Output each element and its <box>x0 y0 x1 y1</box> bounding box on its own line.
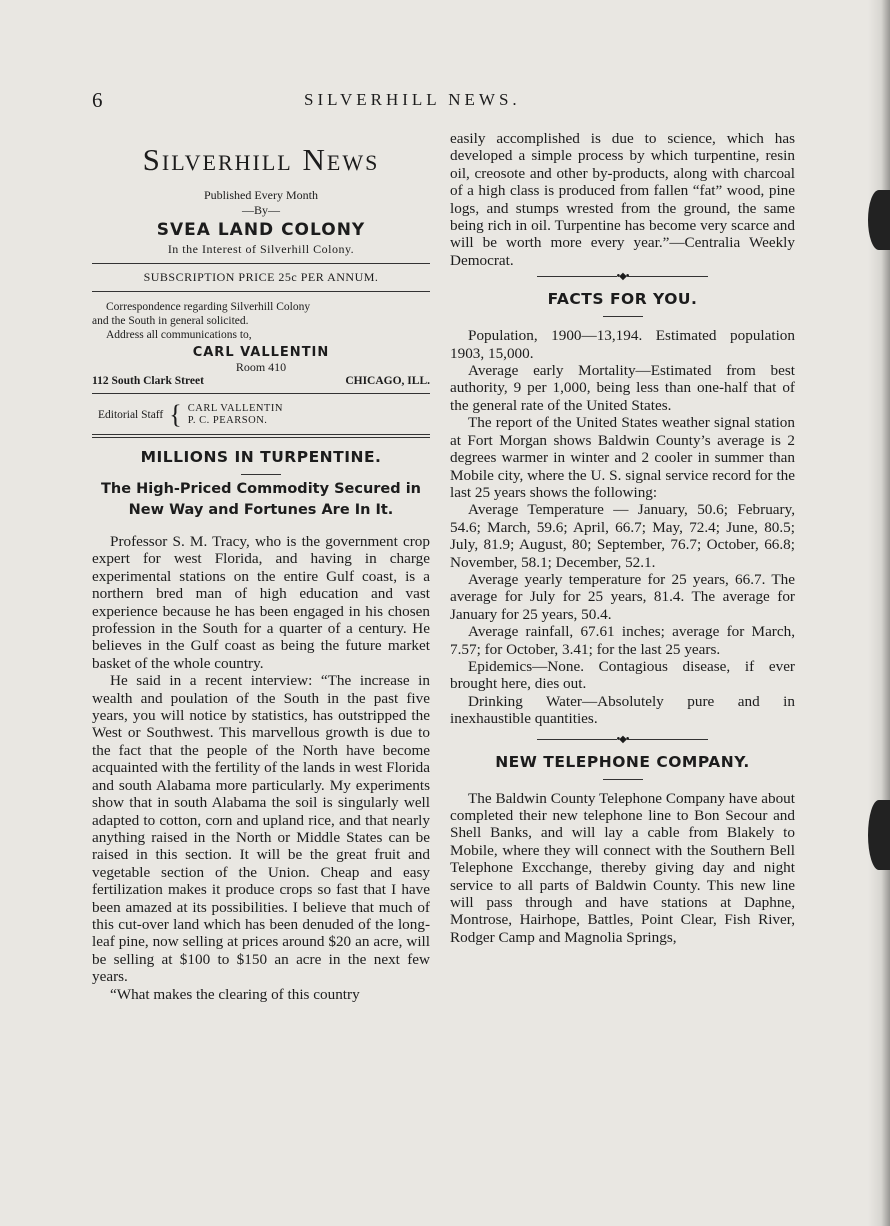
paragraph: Professor S. M. Tracy, who is the government crop expert for west Florida, and having in charge experimental stations on the entire Gulf coast, is a northern bred man of high education and vast experience because he has been engaged in his chosen profession in the South for a quarter of a century. He believes in the Gulf coast as being the future market basket of the whole country. <box>92 533 430 672</box>
paragraph: Population, 1900—13,194. Estimated population 1903, 15,000. <box>450 327 795 362</box>
article-turpentine <box>92 448 430 1003</box>
street-address: 112 South Clark Street <box>92 375 204 387</box>
short-rule <box>241 474 281 475</box>
article-heading: MILLIONS IN TURPENTINE. <box>140 448 382 466</box>
divider <box>92 263 430 264</box>
article-continuation <box>450 130 795 269</box>
contact-name: CARL VALLENTIN <box>192 345 330 360</box>
double-rule <box>92 434 430 438</box>
article-telephone <box>450 753 795 947</box>
brace-glyph: { <box>169 400 182 429</box>
ornament-divider: •◆• <box>450 734 795 745</box>
correspondence-block <box>92 300 430 342</box>
correspondence-line: Address all communications to, <box>106 329 252 341</box>
right-column <box>450 130 795 946</box>
divider <box>92 291 430 292</box>
paragraph: easily accomplished is due to science, which has developed a simple process by which turpentine, resin oil, creosote and other by-products, along with charcoal of a high class is produced from fallen “fat” wood, pine logs, and stumps wrested from the ground, the same being rich in oil. Turpentine has become very scarce and will be worth more every year.”—Centralia Weekly Democrat. <box>450 130 795 269</box>
staff-names <box>188 403 283 427</box>
paragraph: Average yearly temperature for 25 years, 66.7. The average for July for 25 years, 81.4. The average for January for 25 years, 50.4. <box>450 570 795 623</box>
masthead <box>92 142 430 438</box>
binding-hole <box>868 190 890 250</box>
by-line: —By— <box>241 203 280 217</box>
article-heading: NEW TELEPHONE COMPANY. <box>495 752 750 771</box>
short-rule <box>603 316 643 317</box>
paragraph: Average early Mortality—Estimated from best authority, 9 per 1,000, being less than one-half that of the general rate of the United States. <box>450 362 795 414</box>
left-column <box>92 138 430 1003</box>
paragraph: The Baldwin County Telephone Company have about completed their new telephone line to Bon Secour and Shell Banks, and will lay a cable from Blakely to Mobile, where they will connect with the Southern Bell Telephone Excchange, thereby giving day and night service to all parts of Baldwin County. This new line will pass through and have stations at Daphne, Montrose, Hairhope, Battles, Point Clear, Fish River, Rodger Camp and Magnolia Springs, <box>450 789 795 946</box>
paragraph: Drinking Water—Absolutely pure and in inexhaustible quantities. <box>450 692 795 728</box>
article-body <box>450 790 795 947</box>
page-number: 6 <box>92 88 103 112</box>
article-body <box>450 327 795 727</box>
paragraph: Epidemics—None. Contagious disease, if ever brought here, dies out. <box>450 657 795 693</box>
article-subheading: The High-Priced Commodity Secured in New Way and Fortunes Are In It. <box>101 481 421 518</box>
article-heading: FACTS FOR YOU. <box>547 290 698 309</box>
editorial-staff-label: Editorial Staff <box>98 409 164 421</box>
article-body <box>92 533 430 1003</box>
ornament-divider: •◆• <box>450 271 795 282</box>
masthead-title: Silverhill News <box>142 142 380 177</box>
city: CHICAGO, ILL. <box>345 375 430 387</box>
page-edge-shadow <box>868 0 890 1226</box>
address-row <box>92 375 430 387</box>
correspondence-line: Correspondence regarding Silverhill Colony <box>106 301 311 313</box>
paragraph: “What makes the clearing of this country <box>110 985 360 1003</box>
divider <box>92 393 430 394</box>
subscription-price: SUBSCRIPTION PRICE 25c PER ANNUM. <box>143 270 379 284</box>
editorial-staff <box>98 402 430 428</box>
correspondence-line: and the South in general solicited. <box>92 315 249 327</box>
room-number: Room 410 <box>235 360 287 374</box>
article-facts <box>450 290 795 727</box>
paragraph: The report of the United States weather signal station at Fort Morgan shows Baldwin County’s average is 2 degrees warmer in winter and 2 cooler in summer than Mobile city, where the U. S. signal service record for the last 25 years shows the following: <box>450 414 795 501</box>
page-header <box>92 88 792 116</box>
short-rule <box>603 779 643 780</box>
paragraph: Average Temperature — January, 50.6; February, 54.6; March, 59.6; April, 66.7; May, 72.4; June, 80.5; July, 81.9; August, 80; September, 76.7; October, 66.8; November, 58.1; December, 52.1. <box>450 501 795 571</box>
paragraph: Average rainfall, 67.61 inches; average for March, 7.57; for October, 3.41; for the last 25 years. <box>450 623 795 658</box>
binding-hole <box>868 800 890 870</box>
staff-member: CARL VALLENTIN <box>187 403 283 414</box>
published-line: Published Every Month <box>204 188 318 202</box>
interest-line: In the Interest of Silverhill Colony. <box>167 242 355 256</box>
staff-member: P. C. PEARSON. <box>187 415 268 426</box>
running-title: SILVERHILL NEWS. <box>304 90 521 109</box>
paragraph: He said in a recent interview: “The increase in wealth and poulation of the South in the past five years, you will notice by statistics, has outstripped the West or Southwest. This marvellous growth is due to the fact that the people of the North have become acquainted with the fertility of the lands in west Florida and south Alabama more particularly. My experiments show that in south Alabama the soil is singularly well adapted to cotton, corn and upland rice, and that nearly anything raised in the North or Middle States can be raised in this section. It will be the great fruit and vegetable section of the Union. Cheap and easy fertilization makes it produce crops so fast that I have been amazed at its possibilities. I believe that much of this cut-over land which has been denuded of the long-leaf pine, now selling at prices around $20 an acre, will be selling at $100 to $150 an acre in the next few years. <box>92 672 430 986</box>
publisher-name: SVEA LAND COLONY <box>156 220 366 240</box>
